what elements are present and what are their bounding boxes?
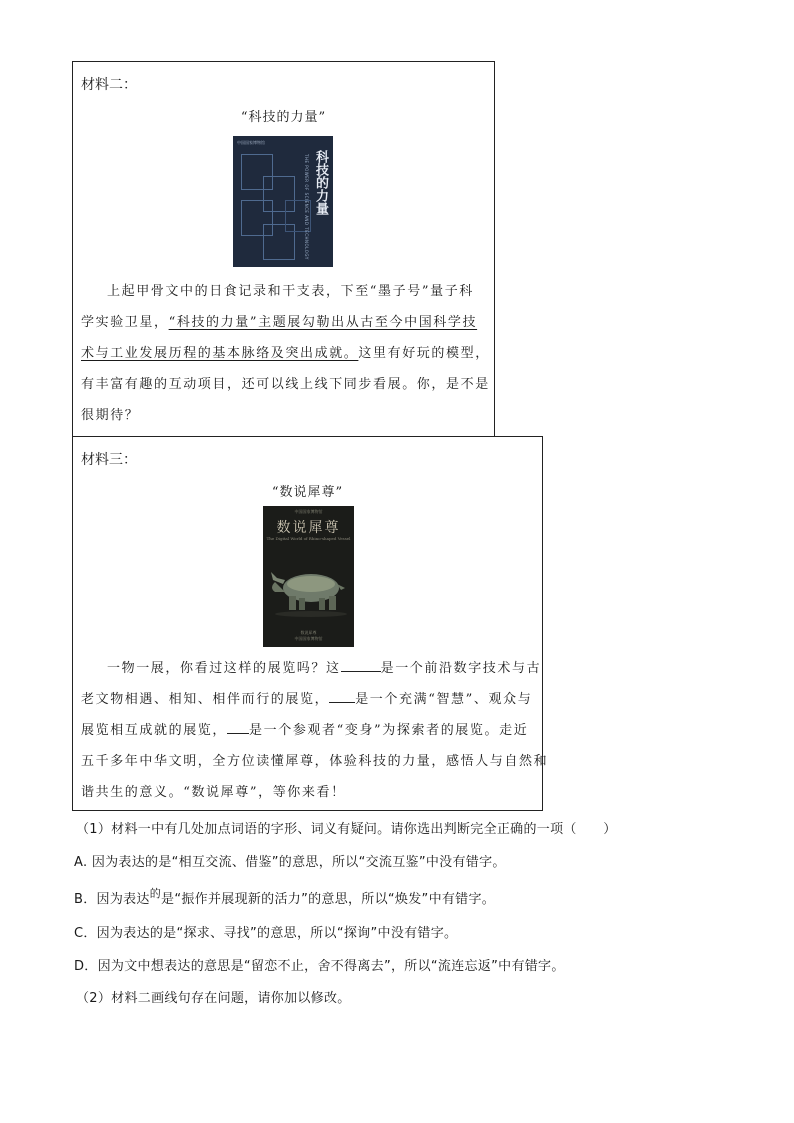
rhino-vessel-image (267, 558, 350, 618)
material-two-box (72, 61, 495, 437)
material-two-paragraph (81, 276, 490, 431)
material-three-box (72, 436, 549, 811)
poster-top-text: 中国国家博物馆 (294, 509, 323, 514)
material-three-label: 材料三： (81, 452, 137, 468)
poster-rhino-vessel (263, 506, 354, 647)
underlined-sentence: “科技的力量”主题展勾勒出从古至今中国科学技 (168, 315, 478, 330)
paragraph-line: 上起甲骨文中的日食记录和干支表，下至“墨子号”量子科 (107, 284, 474, 299)
poster-top-text: 中国国家博物馆 (237, 140, 265, 145)
underlined-sentence: 术与工业发展历程的基本脉络及突出成就。 (81, 346, 359, 361)
fill-blank[interactable] (341, 657, 381, 672)
option-b[interactable]: B．因为表达$^的$是“振作并展现新的活力”的意思，所以“焕发”中有错字。 (74, 887, 496, 907)
paragraph-line: 术与工业发展历程的基本脉络及突出成就。这里有好玩的模型， (81, 346, 490, 361)
material-two-title: “科技的力量” (240, 110, 327, 125)
poster-power-of-technology (233, 136, 333, 267)
paragraph-line: 老文物相遇、相知、相伴而行的展览， 是一个充满“智慧”、观众与 (81, 684, 548, 715)
poster-subtitle: The Digital World of Rhino-shaped Vessel (266, 536, 351, 541)
paragraph-line: 展览相互成就的展览， 是一个参观者“变身”为探索者的展览。走近 (81, 715, 548, 746)
question-one: （1）材料一中有几处加点词语的字形、词义有疑问。请你选出判断完全正确的一项（ ） (76, 822, 617, 837)
superscript-char: 的 (149, 887, 162, 900)
paragraph-line: 五千多年中华文明，全方位读懂犀尊，体验科技的力量，感悟人与自然和 (81, 754, 549, 769)
paragraph-line: 很期待？ (81, 408, 140, 423)
question-two: （2）材料二画线句存在问题，请你加以修改。 (76, 991, 351, 1006)
fill-blank[interactable] (329, 688, 355, 703)
poster-title: 数说犀尊 (276, 520, 341, 536)
fill-blank[interactable] (227, 719, 249, 734)
poster-subtitle: THE POWER OF SCIENCE AND TECHNOLOGY (304, 154, 309, 260)
poster-title: 科技的力量 (313, 150, 328, 215)
paragraph-line: 学实验卫星，“科技的力量”主题展勾勒出从古至今中国科学技 (81, 315, 478, 330)
material-two-label: 材料二： (81, 77, 137, 93)
option-d[interactable]: D．因为文中想表达的意思是“留恋不止，舍不得离去”，所以“流连忘返”中有错字。 (74, 959, 565, 974)
paragraph-line: 有丰富有趣的互动项目，还可以线上线下同步看展。你，是不是 (81, 377, 490, 392)
material-three-paragraph (81, 653, 548, 808)
paragraph-line: 一物一展，你看过这样的展览吗？这 是一个前沿数字技术与古 (81, 653, 548, 684)
material-three-title: “数说犀尊” (271, 485, 344, 500)
poster-bottom-text: 数说犀尊 中国国家博物馆 (294, 630, 323, 641)
option-a[interactable]: A. 因为表达的是“相互交流、借鉴”的意思，所以“交流互鉴”中没有错字。 (74, 855, 506, 870)
option-c[interactable]: C．因为表达的是“探求、寻找”的意思，所以“探询”中没有错字。 (74, 926, 458, 941)
paragraph-line: 谐共生的意义。“数说犀尊”，等你来看！ (81, 785, 346, 800)
